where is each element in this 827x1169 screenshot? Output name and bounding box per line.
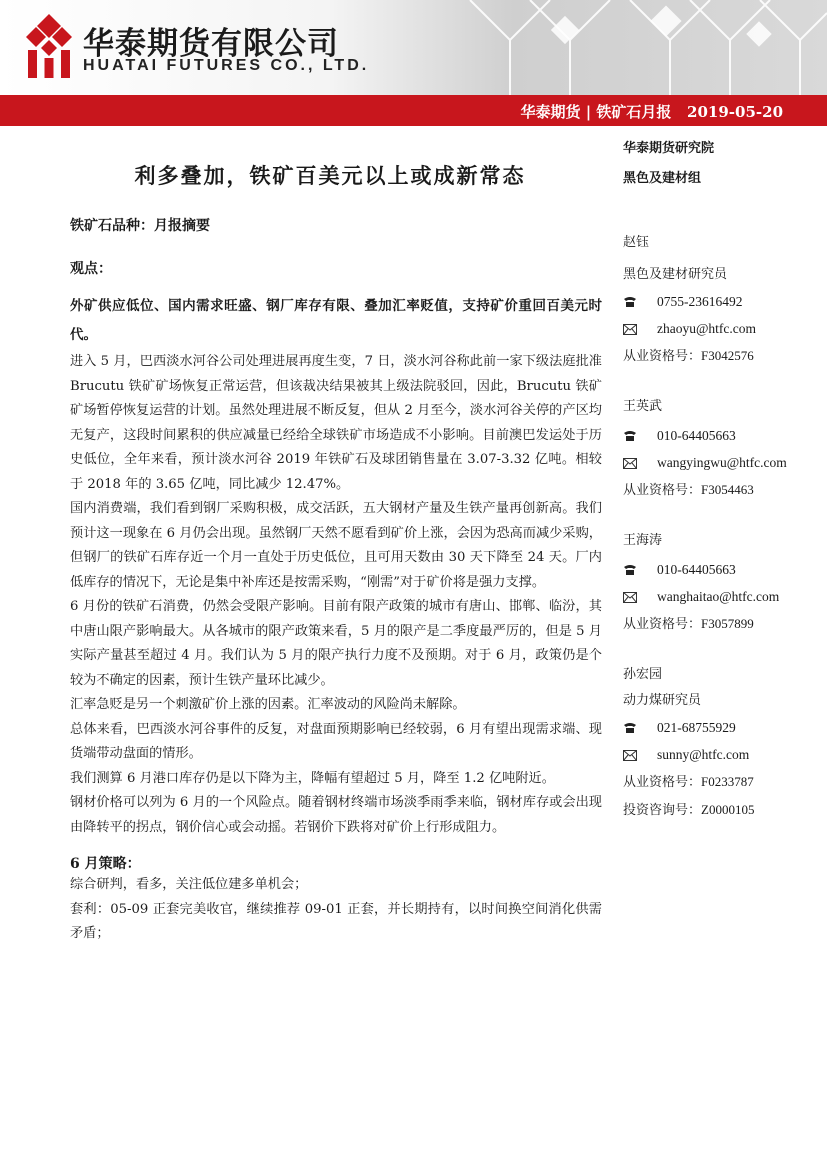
- qualification-row: [623, 612, 818, 637]
- paragraph-port-stock: 我们测算 6 月港口库存仍是以下降为主，降幅有望超过 5 月，降至 1.2 亿吨附近。: [70, 770, 555, 786]
- email-address[interactable]: wangyingwu@htfc.com: [657, 455, 787, 470]
- phone-icon: [623, 296, 657, 308]
- header-banner: [0, 0, 827, 95]
- paragraph-steel-risk: 钢材价格可以列为 6 月的一个风险点。随着钢材终端市场淡季雨季来临，钢材库存或会出现由降转平的拐点，钢价信心或会动摇。若钢价下跌将对矿价上行形成阻力。: [70, 795, 602, 835]
- phone-row: [623, 290, 818, 314]
- huatai-logo-icon: [24, 14, 74, 78]
- qualification-row: [623, 344, 818, 369]
- analyst-name: 王英武: [623, 399, 663, 414]
- view-heading: 观点：: [70, 261, 112, 277]
- institute-name: 华泰期货研究院: [623, 141, 715, 156]
- strategy-item: 综合研判，看多，关注低位建多单机会；: [70, 877, 308, 892]
- qualification-label: 从业资格号：: [623, 775, 702, 790]
- analyst-name: 孙宏园: [623, 667, 663, 682]
- analyst-role: 动力煤研究员: [623, 693, 702, 708]
- key-view: 外矿供应低位、国内需求旺盛、钢厂库存有限、叠加汇率贬值，支持矿价重回百美元时代。: [70, 298, 602, 343]
- company-name-cn: 华泰期货有限公司: [83, 26, 339, 62]
- analyst-sidebar: [623, 137, 818, 823]
- banner-decoration: [430, 0, 827, 95]
- paragraph-restriction: 6 月份的铁矿石消费，仍然会受限产影响。目前有限产政策的城市有唐山、邯郸、临汾，其中唐山限产影响最大。从各城市的限产政策来看，5 月的限产是二季度最严厉的，但是 5 月实际产量甚至超过 4 月。我们认为 5 月的限产执行力度不及预期。对于 6 月，政策仍是个较为不确定的因素，预计生铁产量环比减少。: [70, 599, 602, 688]
- analyst-role: 黑色及建材研究员: [623, 267, 728, 282]
- consult-row: [623, 798, 818, 823]
- phone-row: [623, 558, 818, 582]
- email-row: [623, 585, 818, 609]
- report-line: 华泰期货 | 铁矿石月报 2019-05-20: [520, 103, 783, 121]
- qualification-number: F3057899: [701, 616, 754, 631]
- phone-number: 010-64405663: [657, 428, 736, 443]
- strategy-heading: 6 月策略：: [70, 856, 141, 872]
- analyst-name: 赵钰: [623, 235, 650, 250]
- paragraph-demand: 国内消费端，我们看到钢厂采购积极，成交活跃，五大钢材产量及生铁产量再创新高。我们预计这一现象在 6 月仍会出现。虽然钢厂天然不愿看到矿价上涨，会因为恐高而减少采购，但钢厂的铁矿石库存近一个月一直处于历史低位，且可用天数由 30 天下降至 24 天。厂内低库存的情况下，无论是集中补库还是按需采购，“刚需”对于矿价将是强力支撑。: [70, 501, 602, 590]
- phone-icon: [623, 722, 657, 734]
- analyst-card: [623, 395, 818, 503]
- analyst-card: [623, 231, 818, 369]
- email-icon: [623, 592, 657, 603]
- group-name: 黑色及建材组: [623, 171, 702, 186]
- report-info-bar: [0, 95, 827, 126]
- consult-number: Z0000105: [701, 802, 755, 817]
- paragraph-overall: 总体来看，巴西淡水河谷事件的反复，对盘面预期影响已经较弱，6 月有望出现需求端、现货端带动盘面的情形。: [70, 721, 602, 761]
- report-title: 利多叠加，铁矿百美元以上或成新常态: [134, 163, 526, 188]
- qualification-row: [623, 478, 818, 503]
- paragraph-fx: 汇率急贬是另一个刺激矿价上涨的因素。汇率波动的风险尚未解除。: [70, 697, 466, 712]
- main-content: [70, 215, 602, 947]
- email-icon: [623, 324, 657, 335]
- email-address[interactable]: wanghaitao@htfc.com: [657, 589, 780, 604]
- qualification-label: 从业资格号：: [623, 483, 702, 498]
- phone-icon: [623, 564, 657, 576]
- phone-row: [623, 424, 818, 448]
- qualification-row: [623, 770, 818, 795]
- analyst-card: [623, 663, 818, 823]
- email-row: [623, 317, 818, 341]
- email-icon: [623, 458, 657, 469]
- email-address[interactable]: sunny@htfc.com: [657, 747, 750, 762]
- qualification-number: F3042576: [701, 348, 754, 363]
- email-row: [623, 743, 818, 767]
- qualification-number: F0233787: [701, 774, 754, 789]
- phone-number: 010-64405663: [657, 562, 736, 577]
- consult-label: 投资咨询号：: [623, 803, 702, 818]
- qualification-label: 从业资格号：: [623, 349, 702, 364]
- email-icon: [623, 750, 657, 761]
- phone-number: 0755-23616492: [657, 294, 743, 309]
- email-address[interactable]: zhaoyu@htfc.com: [657, 321, 757, 336]
- company-name-en: HUATAI FUTURES CO., LTD.: [83, 57, 370, 74]
- qualification-number: F3054463: [701, 482, 754, 497]
- phone-number: 021-68755929: [657, 720, 736, 735]
- phone-icon: [623, 430, 657, 442]
- analyst-card: [623, 529, 818, 637]
- strategy-item: 套利：05-09 正套完美收官，继续推荐 09-01 正套，并长期持有，以时间换空间消化供需矛盾；: [70, 901, 602, 941]
- summary-heading: 铁矿石品种：月报摘要: [70, 218, 210, 234]
- analyst-name: 王海涛: [623, 533, 663, 548]
- qualification-label: 从业资格号：: [623, 617, 702, 632]
- email-row: [623, 451, 818, 475]
- phone-row: [623, 716, 818, 740]
- paragraph-supply: 进入 5 月，巴西淡水河谷公司处理进展再度生变，7 日，淡水河谷称此前一家下级法庭批准 Brucutu 铁矿矿场恢复正常运营，但该裁决结果被其上级法院驳回，因此，Brucutu 铁矿矿场暂停恢复运营的计划。虽然处理进展不断反复，但从 2 月至今，淡水河谷关停的产区均无复产，这段时间累积的供应减量已经给全球铁矿市场造成不小影响。目前澳巴发运处于历史低位，全年来看，预计淡水河谷 2019 年铁矿石及球团销售量在 3.07-3.32 亿吨。相较于 2018 年的 3.65 亿吨，同比减少 12.47%。: [70, 354, 602, 492]
